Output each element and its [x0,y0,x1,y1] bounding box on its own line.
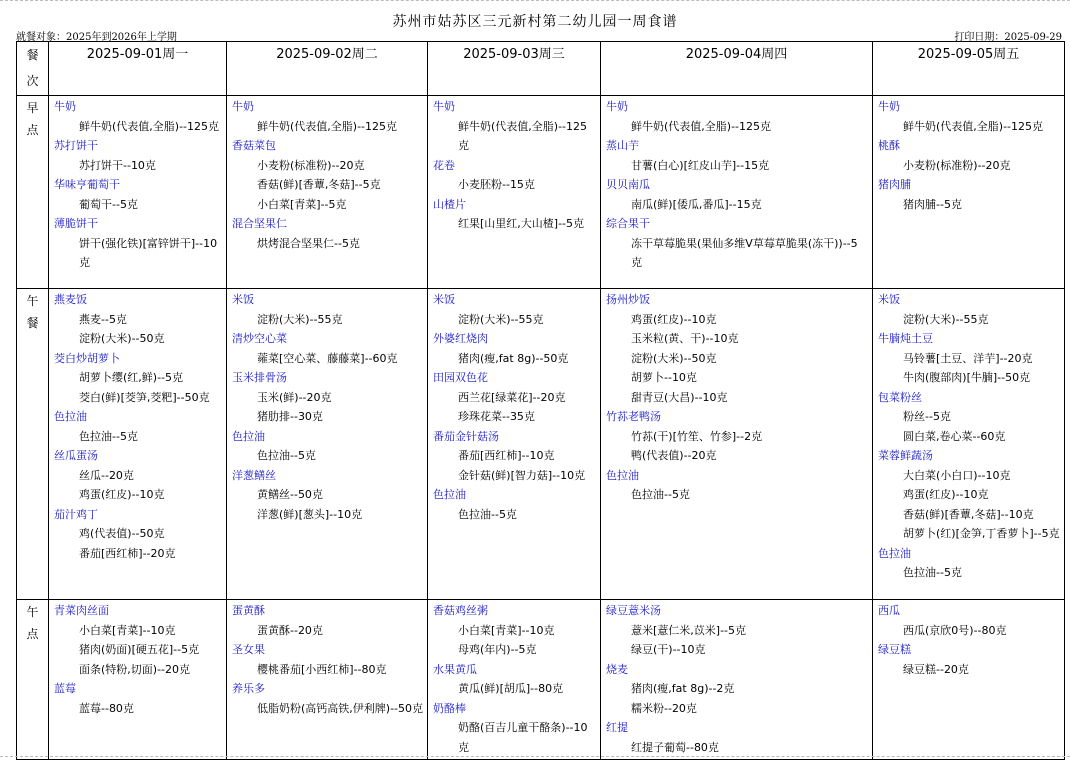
ingredient-item: 猪肉(瘦,fat 8g)--2克 [631,682,735,695]
meal-name-char: 点 [26,627,39,641]
day-header-5 [873,42,1065,96]
ingredient-item: 猪肉脯--5克 [903,197,962,211]
menu-day-cell [601,600,873,760]
dish-name: 香菇鸡丝粥 [433,604,488,617]
day-header-4 [601,42,873,96]
dish-name: 养乐多 [232,682,265,695]
top-dashed-border [0,0,1070,1]
ingredient-item: 苏打饼干--10克 [79,158,156,172]
ingredient-item: 淀粉(大米)--55克 [458,312,544,326]
menu-day-cell [428,96,601,289]
dish-name: 外婆红烧肉 [433,332,488,345]
meal-name-char: 点 [26,123,39,137]
dish-name: 色拉油 [606,468,639,482]
dish-name: 包菜粉丝 [878,390,922,404]
ingredient-item: 红果[山里红,大山楂]--5克 [458,217,585,230]
day-date: 2025-09-05 [917,47,994,62]
dish-name: 花卷 [433,158,455,172]
ingredient-item: 鸡蛋(红皮)--10克 [903,488,989,501]
menu-day-cell [428,289,601,600]
dish-name: 绿豆糕 [878,643,911,656]
dish-name: 菜蓉鲜蔬汤 [878,449,933,462]
ingredient-item: 茭白(鲜)[茭笋,茭粑]--50克 [79,390,210,404]
ingredient-item: 甘薯(白心)[红皮山芋]--15克 [631,158,770,172]
ingredient-item: 香菇(鲜)[香蕈,冬菇]--10克 [903,507,1034,521]
ingredient-item: 丝瓜--20克 [79,468,134,482]
ingredient-item: 小白菜[青菜]--10克 [79,623,176,637]
day-weekday: 周三 [538,47,565,62]
ingredient-item: 小白菜[青菜]--10克 [458,623,555,637]
ingredient-item: 色拉油--5克 [79,429,138,443]
dish-name: 猪肉脯 [878,178,911,191]
menu-day-cell [49,96,227,289]
dish-name: 贝贝南瓜 [606,178,650,191]
dish-name: 综合果干 [606,217,650,230]
ingredient-item: 色拉油--5克 [458,507,517,521]
meal-column-header-line2: 次 [26,74,39,88]
ingredient-item: 小白菜[青菜]--5克 [257,197,347,211]
ingredient-item: 金针菇(鲜)[智力菇]--10克 [458,468,586,482]
ingredient-item: 黄鳝丝--50克 [257,488,323,501]
dish-name: 华味亨葡萄干 [54,178,120,191]
ingredient-item: 小麦粉(标准粉)--20克 [257,158,365,172]
ingredient-item: 糯米粉--20克 [631,701,697,715]
meal-name-cell [17,289,49,600]
ingredient-item: 樱桃番茄[小西红柿]--80克 [257,662,387,676]
ingredient-item: 蓝莓--80克 [79,701,134,715]
table-header-row [17,42,1065,96]
dish-name: 香菇菜包 [232,139,276,152]
dish-name: 扬州炒饭 [606,293,650,306]
dish-name: 牛奶 [232,100,254,113]
ingredient-item: 大白菜(小白口)--10克 [903,468,1011,482]
dish-name: 绿豆薏米汤 [606,604,661,617]
dish-name: 薄脆饼干 [54,217,98,230]
meal-name-char: 午 [26,294,39,308]
ingredient-item: 鲜牛奶(代表值,全脂)--125克 [257,119,398,133]
ingredient-item: 玉米(鲜)--20克 [257,390,332,404]
ingredient-item: 西瓜(京欣0号)--80克 [903,623,1007,637]
menu-day-cell [49,600,227,760]
dish-name: 青菜肉丝面 [54,604,109,617]
ingredient-item: 鲜牛奶(代表值,全脂)--125克 [903,119,1044,133]
day-weekday: 周一 [162,47,189,62]
ingredient-item: 色拉油--5克 [257,449,316,462]
dish-name: 番茄金针菇汤 [433,429,499,443]
dish-name: 圣女果 [232,643,265,656]
ingredient-item: 猪肋排--30克 [257,410,323,423]
ingredient-item: 淀粉(大米)--50克 [631,351,717,365]
ingredient-item: 猪肉(奶面)[硬五花]--5克 [79,643,200,656]
ingredient-item: 胡萝卜(红)[金笋,丁香萝卜]--5克 [903,527,1060,540]
menu-day-cell [873,96,1065,289]
ingredient-item: 蕹菜[空心菜、藤藤菜]--60克 [257,351,398,365]
menu-day-cell [227,96,428,289]
dish-name: 清炒空心菜 [232,332,287,345]
ingredient-item: 番茄[西红柿]--20克 [79,546,176,560]
menu-day-cell [873,600,1065,760]
meal-column-header [17,42,49,96]
menu-day-cell [227,289,428,600]
ingredient-item: 母鸡(年内)--5克 [458,643,537,656]
menu-day-cell [601,96,873,289]
day-header-1 [49,42,227,96]
meal-name-cell [17,96,49,289]
dish-name: 色拉油 [232,429,265,443]
dish-name: 苏打饼干 [54,139,98,152]
ingredient-item: 葡萄干--5克 [79,197,138,211]
ingredient-item: 鲜牛奶(代表值,全脂)--125克 [631,119,772,133]
ingredient-item: 粉丝--5克 [903,410,951,423]
ingredient-item: 冻干草莓脆果(果仙多维V草莓草脆果(冻干))--5克 [631,236,858,269]
ingredient-item: 南瓜(鲜)[倭瓜,番瓜]--15克 [631,197,762,211]
ingredient-item: 绿豆糕--20克 [903,662,969,676]
dish-name: 蛋黄酥 [232,604,265,617]
dish-name: 桃酥 [878,139,900,152]
ingredient-item: 烘烤混合坚果仁--5克 [257,236,360,250]
ingredient-item: 西兰花[绿菜花]--20克 [458,390,566,404]
ingredient-item: 小麦胚粉--15克 [458,178,535,191]
day-weekday: 周四 [761,47,788,62]
dish-name: 水果黄瓜 [433,662,477,676]
dish-name: 田园双色花 [433,371,488,384]
ingredient-item: 黄瓜(鲜)[胡瓜]--80克 [458,682,564,695]
meal-name-cell [17,600,49,760]
ingredient-item: 马铃薯[土豆、洋芋]--20克 [903,351,1033,365]
dish-name: 红提 [606,721,628,734]
page-title: 苏州市姑苏区三元新村第二幼儿园一周食谱 [392,14,678,30]
ingredient-item: 色拉油--5克 [631,488,690,501]
ingredient-item: 绿豆(干)--10克 [631,643,706,656]
dish-name: 牛奶 [878,100,900,113]
dish-name: 茭白炒胡萝卜 [54,351,120,365]
ingredient-item: 燕麦--5克 [79,312,127,326]
ingredient-item: 薏米[薏仁米,苡米]--5克 [631,623,747,637]
ingredient-item: 小麦粉(标准粉)--20克 [903,158,1011,172]
dish-name: 蓝莓 [54,682,76,695]
dish-name: 米饭 [232,293,254,306]
dish-name: 玉米排骨汤 [232,371,287,384]
meal-name-char: 午 [26,605,39,619]
dish-name: 烧麦 [606,662,628,676]
dish-name: 色拉油 [433,488,466,501]
menu-day-cell [873,289,1065,600]
ingredient-item: 圆白菜,卷心菜--60克 [903,429,1006,443]
day-header-2 [227,42,428,96]
dish-name: 奶酪棒 [433,701,466,715]
ingredient-item: 奶酪(百吉儿童干酪条)--10克 [458,721,588,754]
ingredient-item: 低脂奶粉(高钙高铁,伊利牌)--50克 [257,701,424,715]
day-date: 2025-09-02 [276,47,352,62]
dish-name: 米饭 [878,293,900,306]
dish-name: 竹荪老鸭汤 [606,410,661,423]
menu-day-cell [227,600,428,760]
ingredient-item: 胡萝卜缨(红,鲜)--5克 [79,371,184,384]
dish-name: 洋葱鳝丝 [232,468,276,482]
meal-column-header-line1: 餐 [26,48,39,62]
dish-name: 山楂片 [433,197,466,211]
meal-row-lunch [17,289,1065,600]
meal-target-label: 就餐对象：2025年到2026年上学期 [16,32,177,43]
ingredient-item: 红提子葡萄--80克 [631,740,719,754]
dish-name: 色拉油 [878,546,911,560]
ingredient-item: 淀粉(大米)--55克 [257,312,343,326]
dish-name: 丝瓜蛋汤 [54,449,98,462]
ingredient-item: 鸡(代表值)--50克 [79,527,165,540]
ingredient-item: 色拉油--5克 [903,566,962,579]
dish-name: 牛奶 [606,100,628,113]
menu-day-cell [49,289,227,600]
day-date: 2025-09-03 [463,47,539,62]
print-date-label: 打印日期：2025-09-29 [954,32,1062,43]
day-weekday: 周二 [351,47,378,62]
weekly-menu-table [16,41,1065,760]
ingredient-item: 玉米粒(黄、干)--10克 [631,332,739,345]
dish-name: 燕麦饭 [54,293,87,306]
ingredient-item: 面条(特粉,切面)--20克 [79,662,191,676]
ingredient-item: 鲜牛奶(代表值,全脂)--125克 [458,119,588,152]
ingredient-item: 香菇(鲜)[香蕈,冬菇]--5克 [257,178,381,191]
dish-name: 牛奶 [433,100,455,113]
ingredient-item: 胡萝卜--10克 [631,371,697,384]
dish-name: 牛腩炖土豆 [878,332,933,345]
meal-row-breakfast [17,96,1065,289]
ingredient-item: 猪肉(瘦,fat 8g)--50克 [458,351,569,365]
dish-name: 蒸山芋 [606,139,639,152]
ingredient-item: 淀粉(大米)--55克 [903,312,989,326]
dish-name: 牛奶 [54,100,76,113]
menu-day-cell [601,289,873,600]
menu-day-cell [428,600,601,760]
ingredient-item: 鸡蛋(红皮)--10克 [631,312,717,326]
day-header-3 [428,42,601,96]
dish-name: 混合坚果仁 [232,217,287,230]
ingredient-item: 淀粉(大米)--50克 [79,332,165,345]
ingredient-item: 珍珠花菜--35克 [458,410,535,423]
ingredient-item: 饼干(强化铁)[富锌饼干]--10克 [79,236,218,269]
meal-name-char: 餐 [26,316,39,330]
ingredient-item: 牛肉(腹部肉)[牛腩]--50克 [903,371,1031,384]
ingredient-item: 鸡蛋(红皮)--10克 [79,488,165,501]
ingredient-item: 鲜牛奶(代表值,全脂)--125克 [79,119,220,133]
ingredient-item: 蛋黄酥--20克 [257,623,323,637]
ingredient-item: 竹荪(干)[竹笙、竹参]--2克 [631,429,763,443]
dish-name: 茄汁鸡丁 [54,507,98,521]
dish-name: 西瓜 [878,604,900,617]
dish-name: 色拉油 [54,410,87,423]
ingredient-item: 番茄[西红柿]--10克 [458,449,555,462]
meal-name-char: 早 [26,101,39,115]
day-date: 2025-09-01 [86,47,163,62]
ingredient-item: 鸭(代表值)--20克 [631,449,717,462]
meal-row-snack [17,600,1065,760]
day-date: 2025-09-04 [685,47,762,62]
bottom-dashed-border [0,756,1070,757]
ingredient-item: 甜青豆(大昌)--10克 [631,390,728,404]
ingredient-item: 洋葱(鲜)[葱头]--10克 [257,507,363,521]
day-weekday: 周五 [993,47,1020,62]
dish-name: 米饭 [433,293,455,306]
